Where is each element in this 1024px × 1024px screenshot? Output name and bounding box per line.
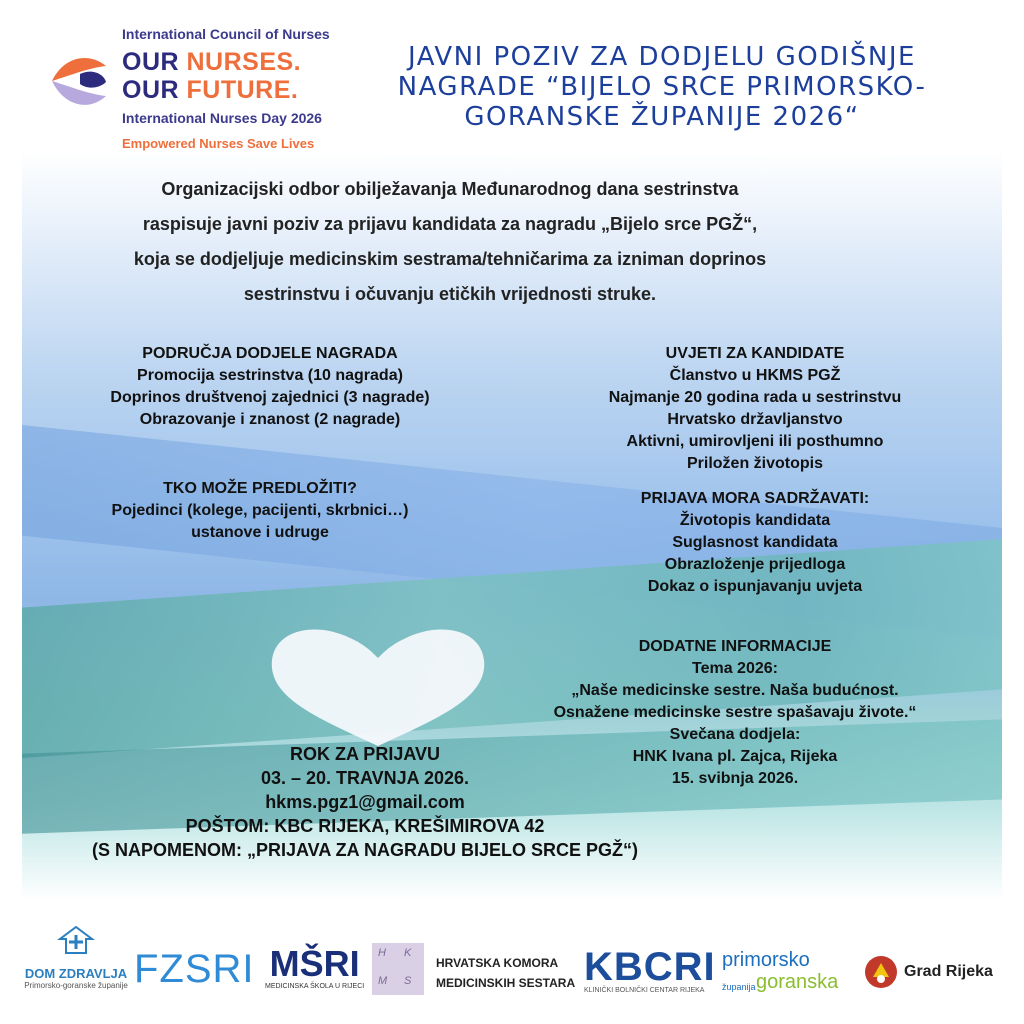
deadline-dates: 03. – 20. TRAVNJA 2026. — [260, 768, 470, 788]
hkms-letter: K — [404, 947, 412, 959]
icn-line1-b: NURSES. — [186, 48, 302, 76]
list-item: 15. svibnja 2026. — [671, 770, 799, 787]
hkms-letter: S — [404, 975, 412, 987]
section-heading: DODATNE INFORMACIJE — [638, 638, 832, 655]
hkms-letter: M — [378, 975, 388, 987]
email-link[interactable]: hkms.pgz1@gmail.com — [265, 792, 465, 812]
who-can-nominate-section — [60, 478, 460, 544]
pgz-line3: županija — [722, 982, 756, 992]
deadline-section — [20, 742, 710, 862]
icn-line1-a: OUR — [122, 48, 187, 76]
section-heading: PODRUČJA DODJELE NAGRADA — [142, 345, 398, 362]
msri-name: MŠRI — [269, 943, 360, 984]
list-item: Pojedinci (kolege, pacijenti, skrbnici…) — [111, 502, 409, 519]
list-item: Obrazovanje i znanost (2 nagrade) — [139, 411, 401, 428]
icn-org-name: International Council of Nurses — [122, 26, 330, 42]
list-item: Članstvo u HKMS PGŽ — [669, 367, 841, 384]
icn-line2-b: FUTURE. — [186, 76, 299, 104]
list-item: Najmanje 20 godina rada u sestrinstvu — [608, 389, 902, 406]
list-item: „Naše medicinske sestre. Naša budućnost. — [571, 682, 899, 699]
list-item: Obrazloženje prijedloga — [664, 556, 846, 573]
application-contents-section — [560, 488, 950, 598]
white-heart-icon — [258, 618, 498, 748]
dom-zdravlja-name: DOM ZDRAVLJA — [24, 966, 128, 981]
candidate-conditions-section — [560, 343, 950, 475]
intro-text — [40, 172, 860, 312]
icn-logo — [40, 26, 360, 156]
list-item: Hrvatsko državljanstvo — [667, 411, 843, 428]
award-areas-section — [70, 343, 470, 431]
postal-address: POŠTOM: KBC RIJEKA, KREŠIMIROVA 42 — [185, 816, 545, 836]
pgz-line2: goranska — [756, 971, 839, 993]
list-item: Suglasnost kandidata — [672, 534, 838, 551]
section-heading: TKO MOŽE PREDLOŽITI? — [163, 480, 357, 497]
dom-zdravlja-sub: Primorsko-goranske županije — [24, 981, 128, 990]
sponsor-logos — [0, 925, 1024, 1024]
list-item: Doprinos društvenoj zajednici (3 nagrade) — [110, 389, 430, 406]
hkms-grid-icon — [372, 943, 424, 995]
icn-mark-icon — [44, 46, 114, 116]
msri-sub: MEDICINSKA ŠKOLA U RIJECI — [265, 983, 365, 990]
kbc-rijeka-logo — [584, 947, 716, 994]
list-item: Tema 2026: — [692, 660, 778, 677]
list-item: Promocija sestrinstva (10 nagrada) — [137, 367, 403, 384]
section-heading: ROK ZA PRIJAVU — [289, 744, 440, 764]
icn-line2-a: OUR — [122, 76, 187, 104]
postal-note: (S NAPOMENOM: „PRIJAVA ZA NAGRADU BIJELO SRCE PGŽ“) — [91, 840, 639, 860]
list-item: HNK Ivana pl. Zajca, Rijeka — [632, 748, 838, 765]
hkms-line1: HRVATSKA KOMORA — [436, 956, 559, 970]
kbc-name: KBCRI — [584, 945, 716, 989]
list-item: ustanove i udruge — [191, 524, 329, 541]
list-item: Svečana dodjela: — [669, 726, 801, 743]
intro-line: sestrinstvu i očuvanju etičkih vrijednosti struke. — [243, 284, 657, 304]
list-item: Priložen životopis — [686, 455, 823, 472]
msri-logo — [265, 945, 364, 990]
kbc-sub: KLINIČKI BOLNIČKI CENTAR RIJEKA — [584, 987, 705, 994]
icn-slogan: Empowered Nurses Save Lives — [122, 136, 315, 151]
icn-day: International Nurses Day 2026 — [122, 110, 322, 126]
list-item: Životopis kandidata — [679, 512, 831, 529]
hkms-name — [436, 953, 596, 993]
page-title: JAVNI POZIV ZA DODJELU GODIŠNJE NAGRADE “BIJELO SRCE PRIMORSKO-GORANSKE ŽUPANIJE 2026“ — [397, 42, 927, 132]
rijeka-crest-icon — [864, 955, 898, 989]
intro-line: koja se dodjeljuje medicinskim sestrama/tehničarima za izniman doprinos — [133, 249, 767, 269]
hkms-letter: H — [378, 947, 386, 959]
fzsri-logo: FZSRI — [134, 947, 255, 991]
icn-slogan-big — [122, 48, 301, 104]
grad-rijeka-name: Grad Rijeka — [904, 963, 993, 980]
pgz-line1: primorsko — [722, 949, 810, 971]
intro-line: raspisuje javni poziv za prijavu kandidata za nagradu „Bijelo srce PGŽ“, — [142, 214, 758, 234]
dom-zdravlja-logo — [16, 925, 136, 990]
list-item: Osnažene medicinske sestre spašavaju živote.“ — [553, 704, 917, 721]
list-item: Dokaz o ispunjavanju uvjeta — [647, 578, 863, 595]
pgz-logo — [722, 949, 862, 993]
section-heading: PRIJAVA MORA SADRŽAVATI: — [640, 490, 870, 507]
intro-line: Organizacijski odbor obilježavanja Međunarodnog dana sestrinstva — [161, 179, 739, 199]
dom-zdravlja-icon — [56, 925, 96, 957]
section-heading: UVJETI ZA KANDIDATE — [665, 345, 845, 362]
hkms-line2: MEDICINSKIH SESTARA — [436, 976, 576, 990]
list-item: Aktivni, umirovljeni ili posthumno — [626, 433, 884, 450]
